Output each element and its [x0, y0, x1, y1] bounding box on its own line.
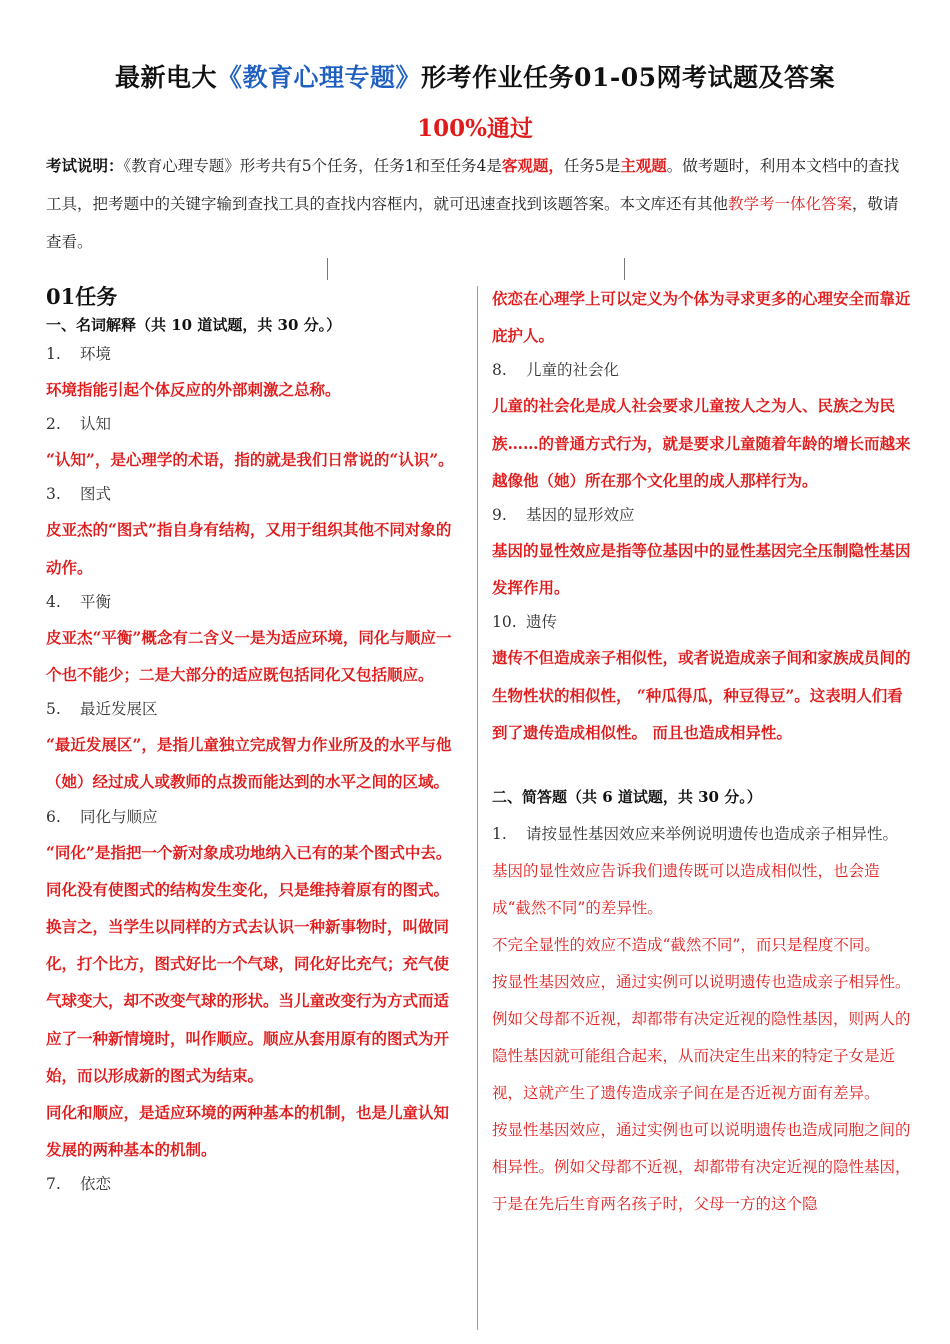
answers-link[interactable]: 教学考一体化答案 [728, 195, 853, 213]
question-item [46, 1168, 461, 1201]
question-term: 认知 [80, 415, 112, 434]
question-number: 5. [46, 700, 61, 719]
question-item [46, 338, 461, 371]
question-term: 基因的显形效应 [526, 506, 635, 525]
question-number: 9. [492, 506, 507, 525]
answer-text: 依恋在心理学上可以定义为个体为寻求更多的心理安全而靠近庇护人。 [492, 289, 911, 346]
section-heading: 01任务 [46, 284, 118, 309]
question-term: 同化与顺应 [80, 807, 158, 826]
right-column [492, 280, 912, 1223]
question-number: 7. [46, 1175, 61, 1194]
question-term: 儿童的社会化 [526, 361, 620, 380]
answer-text: 按显性基因效应，通过实例也可以说明遗传也造成同胞之间的相异性。例如父母都不近视，却都带有决定近视的隐性基因，于是在先后生育两名孩子时，父母一方的这个隐 [492, 1121, 911, 1214]
answer-text: 遗传不但造成亲子相似性，或者说造成亲子间和家族成员间的生物性状的相似性， “种瓜得瓜，种豆得豆”。这表明人们看到了遗传造成相似性。 而且也造成相异性。 [492, 648, 911, 742]
question-item: 1. 请按显性基因效应来举例说明遗传也造成亲子相异性。 [492, 825, 899, 844]
question-term: 遗传 [526, 613, 558, 632]
column-divider [477, 286, 478, 1330]
question-number: 1. [46, 345, 61, 363]
answer-text: 基因的显性效应是指等位基因中的显性基因完全压制隐性基因发挥作用。 [492, 541, 911, 598]
question-number: 8. [492, 361, 507, 380]
answer-text: 儿童的社会化是成人社会要求儿童按人之为人、民族之为民族……的普通方式行为，就是要求儿童随着年龄的增长而越来越像他（她）所在那个文化里的成人那样行为。 [492, 396, 911, 490]
answer-text: 皮亚杰的“图式”指自身有结构，又用于组织其他不同对象的动作。 [46, 520, 452, 577]
document-subtitle: 100%通过 [417, 115, 533, 142]
answer-text: “最近发展区”，是指儿童独立完成智力作业所及的水平与他（她）经过成人或教师的点拨而能达到的水平之间的区域。 [46, 735, 452, 792]
question-item [46, 478, 461, 511]
question-term: 最近发展区 [80, 700, 158, 719]
question-item [492, 499, 912, 532]
question-item [492, 354, 912, 387]
question-item [492, 606, 912, 639]
question-item [46, 408, 461, 441]
answer-text: 按显性基因效应，通过实例可以说明遗传也造成亲子相异性。例如父母都不近视，却都带有决定近视的隐性基因，则两人的隐性基因就可能组合起来，从而决定生出来的特定子女是近视，这就产生了遗传造成亲子间在是否近视方面有差异。 [492, 973, 911, 1103]
question-item [46, 586, 461, 619]
question-term: 环境 [80, 345, 112, 363]
answer-text: 不完全显性的效应不造成“截然不同”，而只是程度不同。 [492, 936, 880, 955]
question-number: 2. [46, 415, 61, 434]
question-item [46, 693, 461, 726]
question-list [492, 354, 912, 751]
short-answer [492, 853, 912, 1223]
question-term: 平衡 [80, 592, 112, 611]
left-column [46, 280, 461, 1201]
exam-instructions: 考试说明：《教育心理专题》形考共有5个任务，任务1和至任务4是客观题，任务5是主观题。做考题时，利用本文档中的查找工具，把考题中的关键字输到查找工具的查找内容框内，就可迅速查找到该题答案。本文库还有其他教学考一体化答案，敬请查看。 [46, 156, 900, 251]
question-number: 6. [46, 807, 61, 826]
question-term: 依恋 [80, 1175, 112, 1194]
question-number: 10. [492, 613, 517, 632]
part-heading: 二、简答题（共 6 道试题，共 30 分。） [492, 788, 762, 807]
document-title: 最新电大《教育心理专题》形考作业任务01-05网考试题及答案 [115, 63, 835, 92]
part-heading: 一、名词解释（共 10 道试题，共 30 分。） [46, 316, 342, 334]
divider-tick [624, 258, 625, 280]
divider-tick [327, 258, 328, 280]
question-number: 3. [46, 485, 61, 504]
answer-text: “认知”，是心理学的术语，指的就是我们日常说的“认识”。 [46, 450, 454, 470]
question-list [46, 338, 461, 1201]
answer-text: 环境指能引起个体反应的外部刺激之总称。 [46, 380, 341, 399]
answer-text: “同化”是指把一个新对象成功地纳入已有的某个图式中去。同化没有使图式的结构发生变化，只是维持着原有的图式。换言之，当学生以同样的方式去认识一种新事物时，叫做同化，打个比方，图式好比一个气球，同化好比充气；充气使气球变大，却不改变气球的形状。当儿童改变行为方式而适应了一种新情境时，叫作顺应。顺应从套用原有的图式为开始，而以形成新的图式为结束。 [46, 842, 452, 1085]
answer-text: 皮亚杰“平衡”概念有二含义一是为适应环境，同化与顺应一个也不能少；二是大部分的适应既包括同化又包括顺应。 [46, 627, 452, 685]
question-number: 4. [46, 592, 61, 611]
question-item [46, 801, 461, 834]
question-term: 图式 [80, 485, 112, 504]
course-name: 《教育心理专题》 [217, 63, 422, 92]
answer-text: 同化和顺应，是适应环境的两种基本的机制，也是儿童认知发展的两种基本的机制。 [46, 1103, 450, 1160]
answer-text: 基因的显性效应告诉我们遗传既可以造成相似性，也会造成“截然不同”的差异性。 [492, 862, 880, 918]
